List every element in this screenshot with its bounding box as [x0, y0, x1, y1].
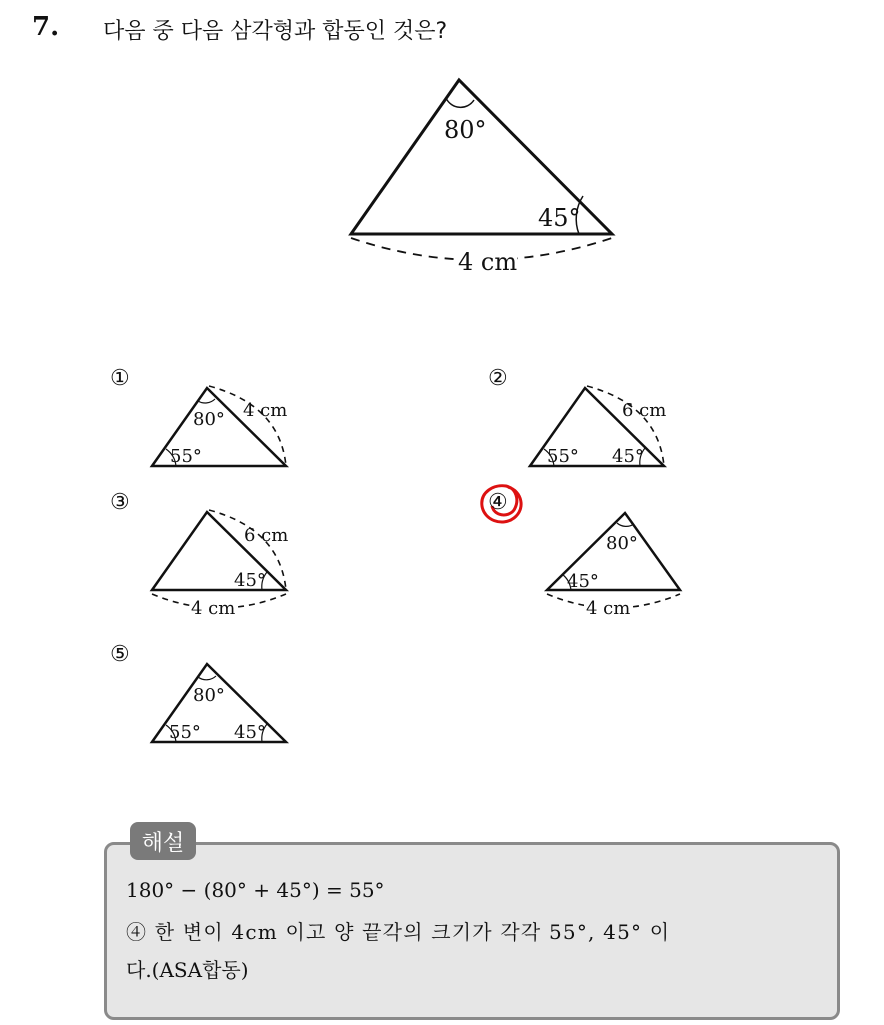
option-5-left-angle: 55°: [169, 722, 201, 743]
main-right-angle: 45°: [538, 204, 581, 232]
option-2-right-angle: 45°: [612, 446, 644, 467]
solution-line-3: 다.(ASA합동): [126, 958, 249, 982]
option-4-left-angle: 45°: [567, 571, 599, 592]
question-text: 다음 중 다음 삼각형과 합동인 것은?: [103, 19, 448, 44]
option-1-side-length: 4 cm: [243, 400, 288, 421]
question-number: 7.: [32, 12, 60, 42]
option-4-label[interactable]: ④: [488, 490, 508, 515]
solution-tag: 해설: [130, 822, 196, 860]
option-5-right-angle: 45°: [234, 722, 266, 743]
option-4-triangle: [547, 513, 680, 608]
option-3-right-angle: 45°: [234, 570, 266, 591]
option-2-left-angle: 55°: [547, 446, 579, 467]
option-5-top-angle: 80°: [193, 685, 225, 706]
option-4-top-angle: 80°: [606, 533, 638, 554]
main-base-length: 4 cm: [458, 248, 518, 276]
solution-line-2: ④ 한 변이 4cm 이고 양 끝각의 크기가 각각 55°, 45° 이: [126, 920, 671, 944]
option-1-label[interactable]: ①: [110, 366, 130, 391]
option-3-side-length: 6 cm: [244, 525, 289, 546]
option-2-label[interactable]: ②: [488, 366, 508, 391]
option-5-label[interactable]: ⑤: [110, 642, 130, 667]
option-4-base-length: 4 cm: [586, 598, 631, 619]
option-3-base-length: 4 cm: [191, 598, 236, 619]
main-triangle: [351, 80, 612, 260]
main-top-angle: 80°: [444, 116, 487, 144]
option-2-side-length: 6 cm: [622, 400, 667, 421]
option-3-label[interactable]: ③: [110, 490, 130, 515]
solution-line-1: 180° − (80° + 45°) = 55°: [126, 878, 385, 902]
option-1-top-angle: 80°: [193, 409, 225, 430]
option-1-left-angle: 55°: [170, 446, 202, 467]
